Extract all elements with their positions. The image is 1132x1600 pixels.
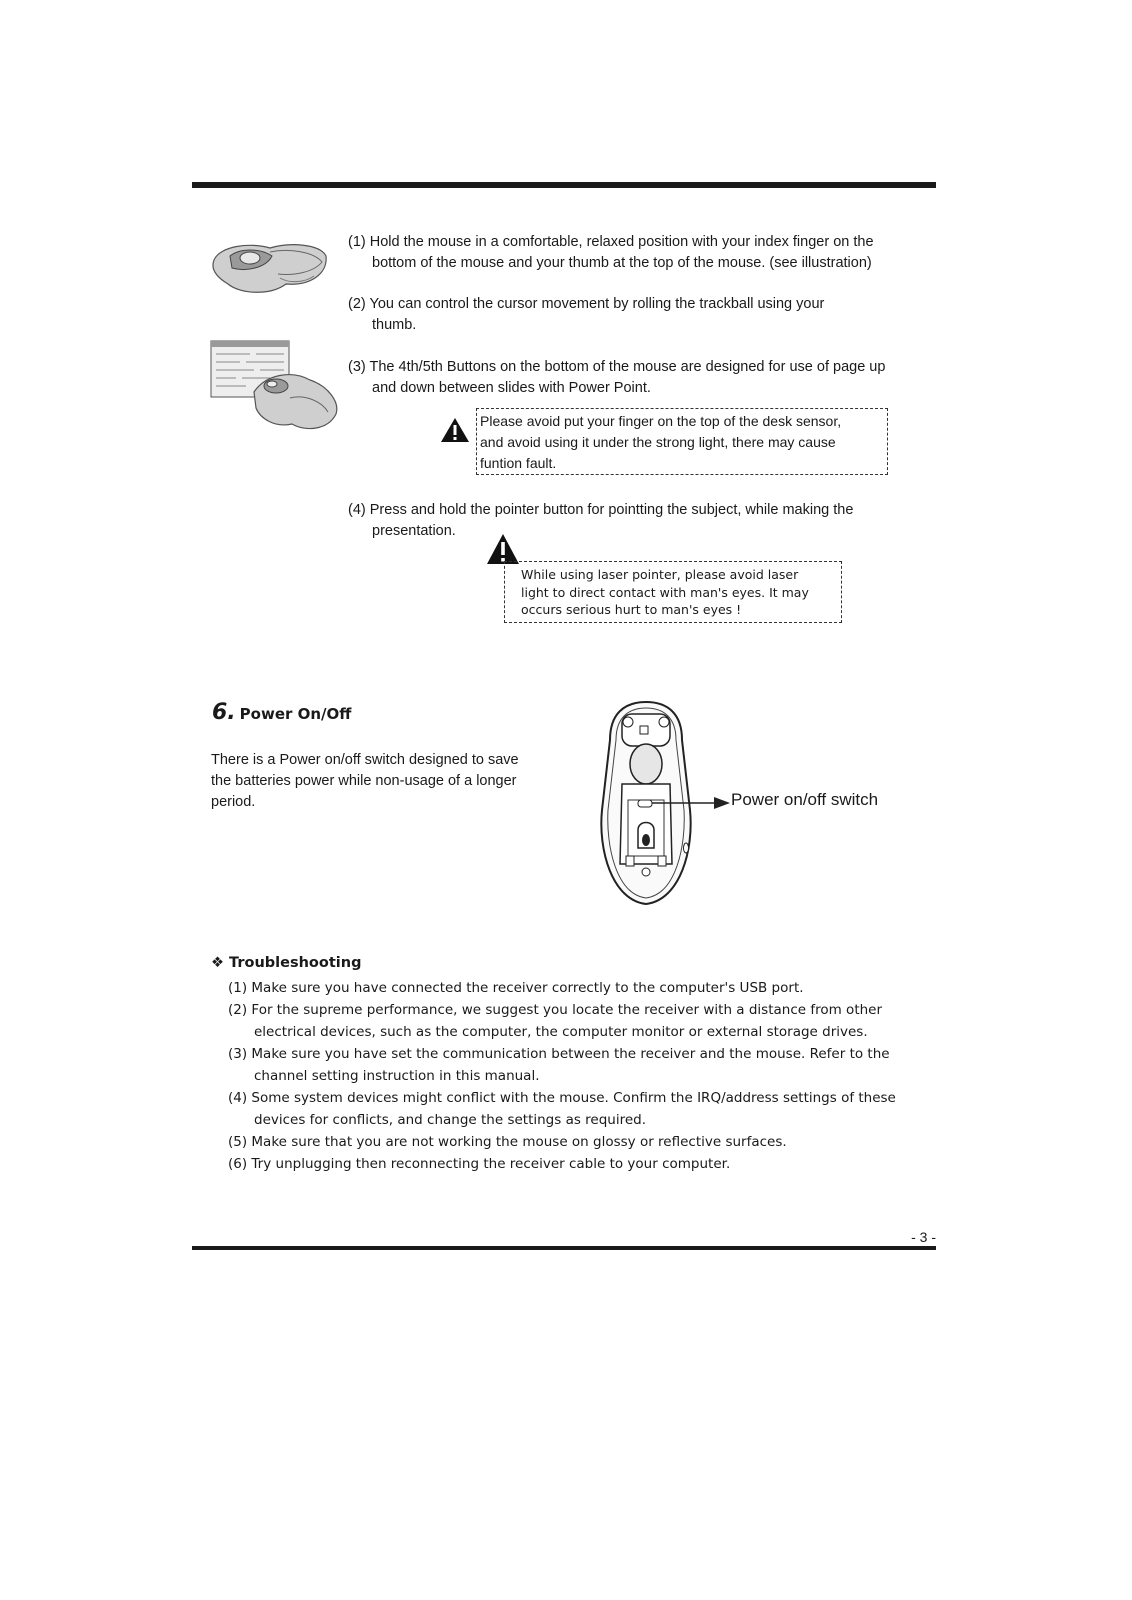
list-item: (2) For the supreme performance, we suggest you locate the receiver with a distance from other electrical devices, such as the computer, the computer monitor or external storage drives. [228, 1002, 883, 1040]
power-description-line: There is a Power on/off switch designed to save [211, 752, 519, 768]
step-2 [348, 294, 938, 336]
list-item: (6) Try unplugging then reconnecting the receiver cable to your computer. [228, 1156, 731, 1172]
step-3 [348, 357, 938, 399]
troubleshooting-title: ❖ Troubleshooting [211, 955, 362, 971]
power-description-line: the batteries power while non-usage of a longer [211, 773, 517, 789]
step-1 [348, 232, 938, 274]
step-number: (1) [348, 234, 366, 250]
header-rule [192, 182, 936, 188]
warning-line: occurs serious hurt to man's eyes ! [521, 602, 742, 617]
step-text: You can control the cursor movement by rolling the trackball using your [369, 296, 825, 312]
step-number: (4) [348, 502, 366, 518]
warning-line: funtion fault. [480, 455, 557, 471]
step-text-continued: bottom of the mouse and your thumb at the top of the mouse. (see illustration) [372, 255, 872, 271]
footer-rule [192, 1246, 936, 1250]
page-number: - 3 - [911, 1229, 936, 1245]
power-description [211, 750, 561, 813]
power-switch-callout: Power on/off switch [731, 790, 879, 809]
presentation-screen-illustration [210, 340, 342, 436]
step-text-continued: thumb. [372, 317, 417, 333]
section-heading: Power On/Off [239, 705, 352, 723]
section-number: 6. [212, 700, 236, 725]
list-item: (5) Make sure that you are not working the mouse on glossy or reflective surfaces. [228, 1134, 787, 1150]
step-text-continued: and down between slides with Power Point. [372, 380, 651, 396]
step-number: (2) [348, 296, 366, 312]
step-text: The 4th/5th Buttons on the bottom of the mouse are designed for use of page up [369, 359, 886, 375]
hand-holding-mouse-illustration [210, 238, 330, 300]
list-item: (3) Make sure you have set the communication between the receiver and the mouse. Refer to the channel setting instruction in this manual. [228, 1046, 890, 1084]
laser-warning-box [504, 561, 842, 623]
warning-line: While using laser pointer, please avoid laser [521, 567, 799, 582]
warning-line: Please avoid put your finger on the top of the desk sensor, [480, 413, 842, 429]
step-text: Press and hold the pointer button for pointting the subject, while making the [369, 502, 854, 518]
step-text: Hold the mouse in a comfortable, relaxed position with your index finger on the [369, 234, 874, 250]
warning-icon [440, 417, 470, 448]
step-number: (3) [348, 359, 366, 375]
troubleshooting-list [228, 977, 938, 1175]
section-title [212, 700, 351, 725]
step-4 [348, 500, 938, 542]
list-item: (1) Make sure you have connected the receiver correctly to the computer's USB port. [228, 980, 804, 996]
warning-line: light to direct contact with man's eyes. It may [521, 584, 809, 600]
power-description-line: period. [211, 794, 256, 810]
sensor-warning-box [476, 408, 888, 475]
list-item: (4) Some system devices might conflict with the mouse. Confirm the IRQ/address settings of these devices for conflicts, and change the settings as required. [228, 1090, 896, 1128]
warning-line: and avoid using it under the strong light, there may cause [480, 434, 836, 450]
step-text-continued: presentation. [372, 523, 456, 539]
